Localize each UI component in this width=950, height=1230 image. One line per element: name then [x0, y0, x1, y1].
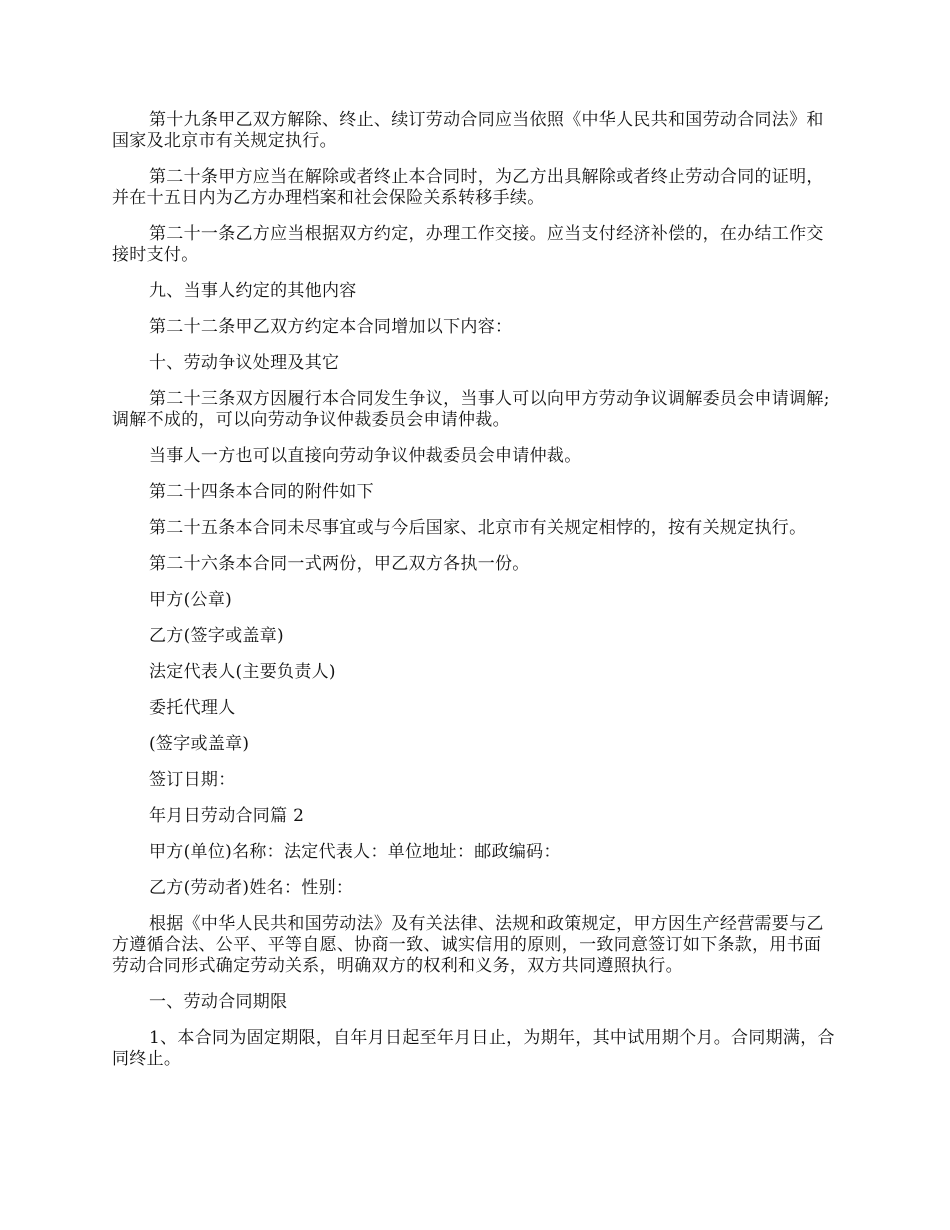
signing-date: 签订日期： [149, 770, 236, 790]
document-body [112, 110, 837, 1085]
party-a-info: 甲方(单位)名称：法定代表人：单位地址：邮政编码： [149, 842, 561, 862]
clause-25: 第二十五条本合同未尽事宜或与今后国家、北京市有关规定相悖的，按有关规定执行。 [149, 518, 807, 538]
legal-representative: 法定代表人(主要负责人) [149, 662, 336, 682]
clause-20: 第二十条甲方应当在解除或者终止本合同时，为乙方出具解除或者终止劳动合同的证明，并在十五日内为乙方办理档案和社会保险关系转移手续。 [112, 167, 824, 208]
party-b-signature: 乙方(签字或盖章) [149, 626, 284, 646]
preamble: 根据《中华人民共和国劳动法》及有关法律、法规和政策规定，甲方因生产经营需要与乙方遵循合法、公平、平等自愿、协商一致、诚实信用的原则，一致同意签订如下条款，用书面劳动合同形式确定劳动关系，明确双方的权利和义务，双方共同遵照执行。 [112, 914, 824, 976]
party-b-info: 乙方(劳动者)姓名：性别： [149, 878, 354, 898]
section-heading-10: 十、劳动争议处理及其它 [149, 353, 340, 373]
term-clause-1: 1、本合同为固定期限，自年月日起至年月日止，为期年，其中试用期个月。合同期满，合同终止。 [112, 1028, 835, 1069]
authorized-agent: 委托代理人 [149, 698, 236, 718]
contract-2-title: 年月日劳动合同篇 2 [149, 806, 305, 826]
clause-23: 第二十三条双方因履行本合同发生争议，当事人可以向甲方劳动争议调解委员会申请调解;调解不成的，可以向劳动争议仲裁委员会申请仲裁。 [112, 389, 830, 430]
clause-21: 第二十一条乙方应当根据双方约定，办理工作交接。应当支付经济补偿的，在办结工作交接时支付。 [112, 224, 824, 265]
agent-signature: (签字或盖章) [149, 734, 250, 754]
clause-22: 第二十二条甲乙双方约定本合同增加以下内容： [149, 317, 513, 337]
section-heading-9: 九、当事人约定的其他内容 [149, 281, 357, 301]
clause-24: 第二十四条本合同的附件如下 [149, 482, 374, 502]
party-a-seal: 甲方(公章) [149, 590, 233, 610]
section-heading-1: 一、劳动合同期限 [149, 992, 288, 1012]
clause-26: 第二十六条本合同一式两份，甲乙双方各执一份。 [149, 554, 530, 574]
arbitration-note: 当事人一方也可以直接向劳动争议仲裁委员会申请仲裁。 [149, 446, 582, 466]
clause-19: 第十九条甲乙双方解除、终止、续订劳动合同应当依照《中华人民共和国劳动合同法》和国家及北京市有关规定执行。 [112, 110, 824, 151]
